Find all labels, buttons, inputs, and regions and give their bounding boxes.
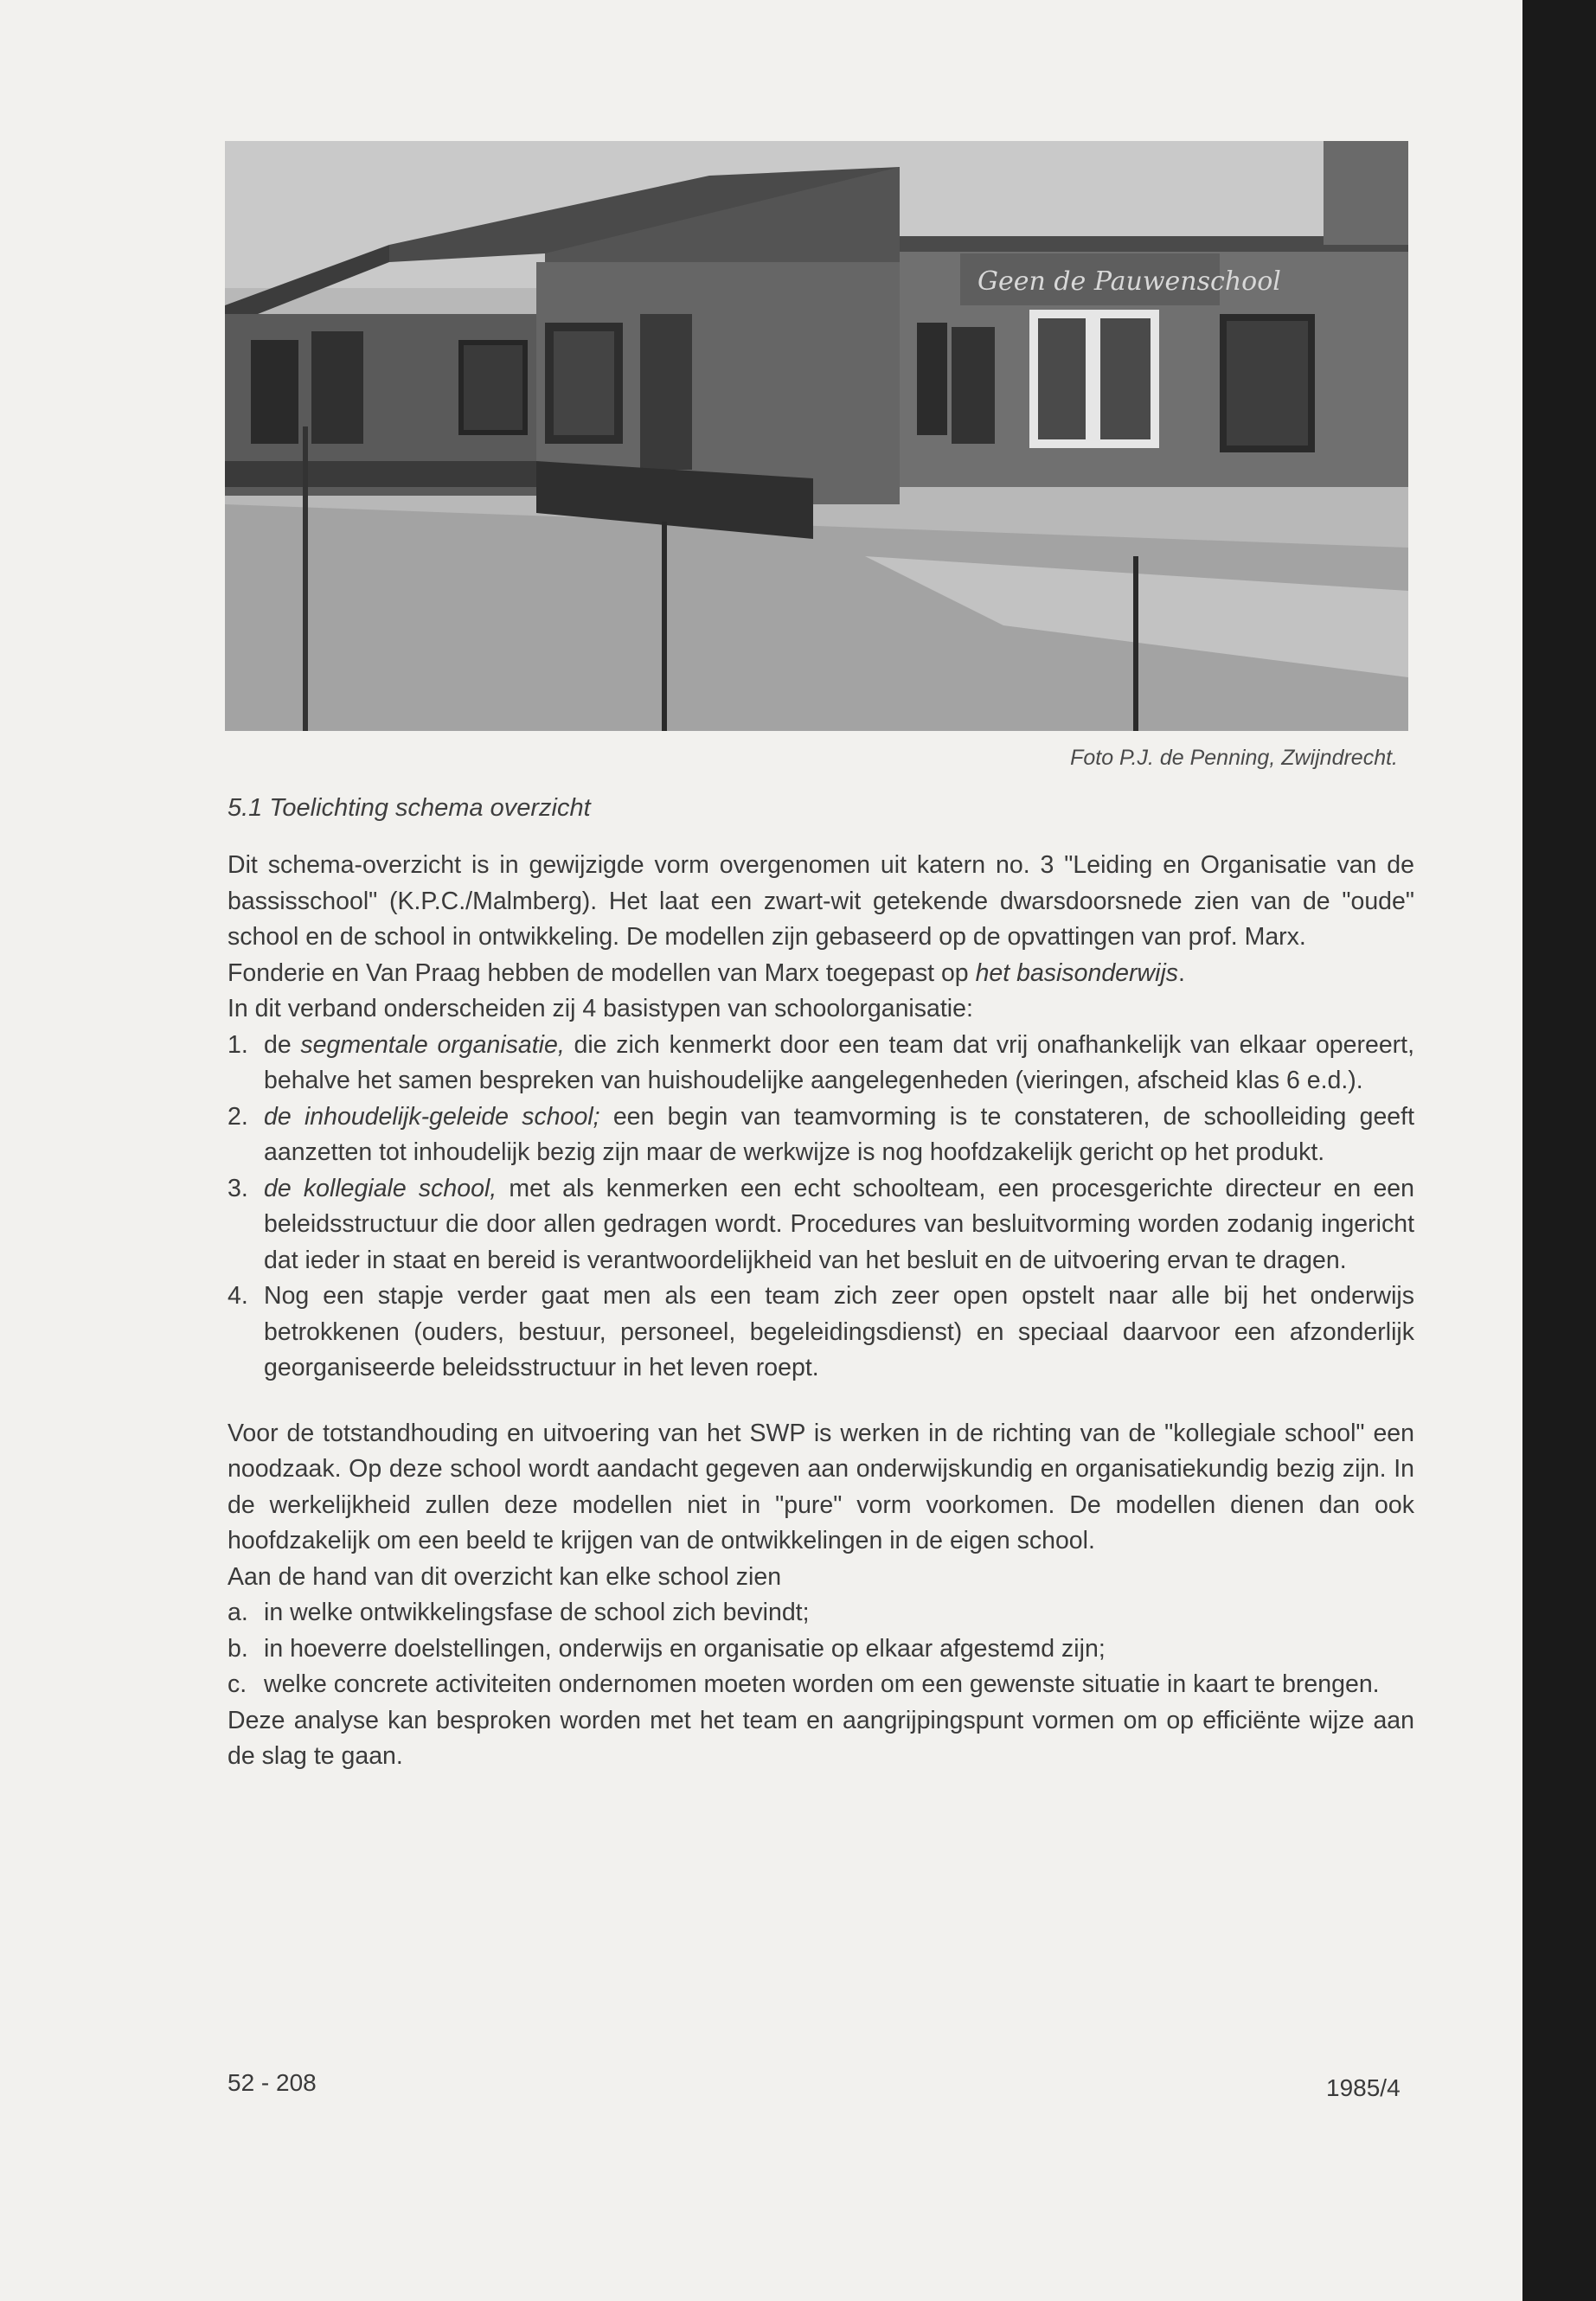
- swp-lead-in: Aan de hand van dit overzicht kan elke school zien: [228, 1562, 782, 1591]
- body-text: [228, 848, 1414, 1775]
- text-span: welke concrete activiteiten ondernomen moeten worden om een gewenste situatie in kaart te brengen.: [264, 1670, 1380, 1698]
- text-span: in welke ontwikkelingsfase de school zich bevindt;: [264, 1599, 810, 1626]
- list-letter: b.: [228, 1634, 248, 1663]
- emphasis-term: de kollegiale school,: [264, 1174, 497, 1202]
- list-letter: c.: [228, 1670, 247, 1698]
- organisation-types-list: [228, 1028, 1414, 1387]
- list-letter: a.: [228, 1599, 248, 1626]
- text-span: de: [264, 1030, 301, 1059]
- list-item: [228, 1028, 1414, 1099]
- text-span: met als kenmerken een echt schoolteam, een procesgerichte directeur en een beleidsstructuur die door allen gedragen wordt. Procedures van besluitvorming worden zodanig ingericht dat ieder in staat en bereid is verantwoordelijkheid van het besluit en de uitvoering ervan te dragen.: [264, 1174, 1415, 1274]
- school-building-illustration: [225, 141, 1408, 731]
- text-span: Fonderie en Van Praag hebben de modellen van Marx toegepast op: [228, 958, 976, 987]
- school-sign-text: Geen de Pauwenschool: [977, 266, 1281, 297]
- list-item: [228, 1279, 1414, 1387]
- emphasis-term: segmentale organisatie,: [300, 1030, 565, 1059]
- paragraph-gap: [228, 1387, 1414, 1416]
- page-reference: 52 - 208: [228, 2069, 317, 2096]
- emphasis-basisonderwijs: het basisonderwijs: [975, 958, 1179, 987]
- text-span: die zich kenmerkt door een team dat vrij onafhankelijk van elkaar opereert, behalve het samen bespreken van huishoudelijke aangelegenheden (vieringen, afscheid klas 6 e.d.).: [264, 1030, 1415, 1094]
- section-title: 5.1 Toelichting schema overzicht: [228, 794, 591, 822]
- emphasis-term: de inhoudelijk-geleide school;: [264, 1102, 600, 1131]
- list-number: 1.: [228, 1030, 248, 1059]
- issue-number: 1985/4: [1326, 2074, 1401, 2101]
- closing-paragraph: Deze analyse kan besproken worden met het team en aangrijpingspunt vormen om op efficiënte wijze aan de slag te gaan.: [228, 1706, 1414, 1770]
- list-item: [228, 1099, 1414, 1171]
- list-item: [228, 1595, 1414, 1631]
- swp-paragraph: Voor de totstandhouding en uitvoering van het SWP is werken in de richting van de "kollegiale school" een noodzaak. Op deze school wordt aandacht gegeven aan onderwijskundig en organisatiekundig bezig zijn. In de werkelijkheid zullen deze modellen niet in "pure" vorm voorkomen. De modellen dienen dan ook hoofdzakelijk om een beeld te krijgen van de ontwikkelingen in de eigen school.: [228, 1419, 1414, 1554]
- intro-paragraph-models: [228, 956, 1414, 992]
- text-span: Nog een stapje verder gaat men als een team zich zeer open opstelt naar alle bij het onderwijs betrokkenen (ouders, bestuur, personeel, begeleidingsdienst) en speciaal daarvoor een afzonderlijk georganiseerde beleidsstructuur in het leven roept.: [264, 1282, 1414, 1381]
- text-span: een begin van teamvorming is te constateren, de schoolleiding geeft aanzetten tot inhoudelijk bezig zijn maar de werkwijze is nog hoofdzakelijk gericht op het produkt.: [264, 1102, 1414, 1166]
- school-building-photo: [225, 141, 1408, 731]
- intro-paragraph-types: In dit verband onderscheiden zij 4 basistypen van schoolorganisatie:: [228, 995, 973, 1022]
- text-span: .: [1178, 958, 1185, 987]
- photo-credit: Foto P.J. de Penning, Zwijndrecht.: [1070, 746, 1398, 770]
- list-number: 4.: [228, 1282, 248, 1310]
- list-item: [228, 1171, 1414, 1279]
- list-number: 2.: [228, 1102, 248, 1131]
- text-span: in hoeverre doelstellingen, onderwijs en organisatie op elkaar afgestemd zijn;: [264, 1634, 1106, 1663]
- list-item: [228, 1631, 1414, 1668]
- analysis-points-list: [228, 1595, 1414, 1703]
- list-number: 3.: [228, 1174, 248, 1202]
- intro-paragraph: Dit schema-overzicht is in gewijzigde vorm overgenomen uit katern no. 3 "Leiding en Organisatie van de bassisschool" (K.P.C./Malmberg). Het laat een zwart-wit getekende dwarsdoorsnede zien van de "oude" school en de school in ontwikkeling. De modellen zijn gebaseerd op de opvattingen van prof. Marx.: [228, 851, 1414, 951]
- list-item: [228, 1667, 1414, 1703]
